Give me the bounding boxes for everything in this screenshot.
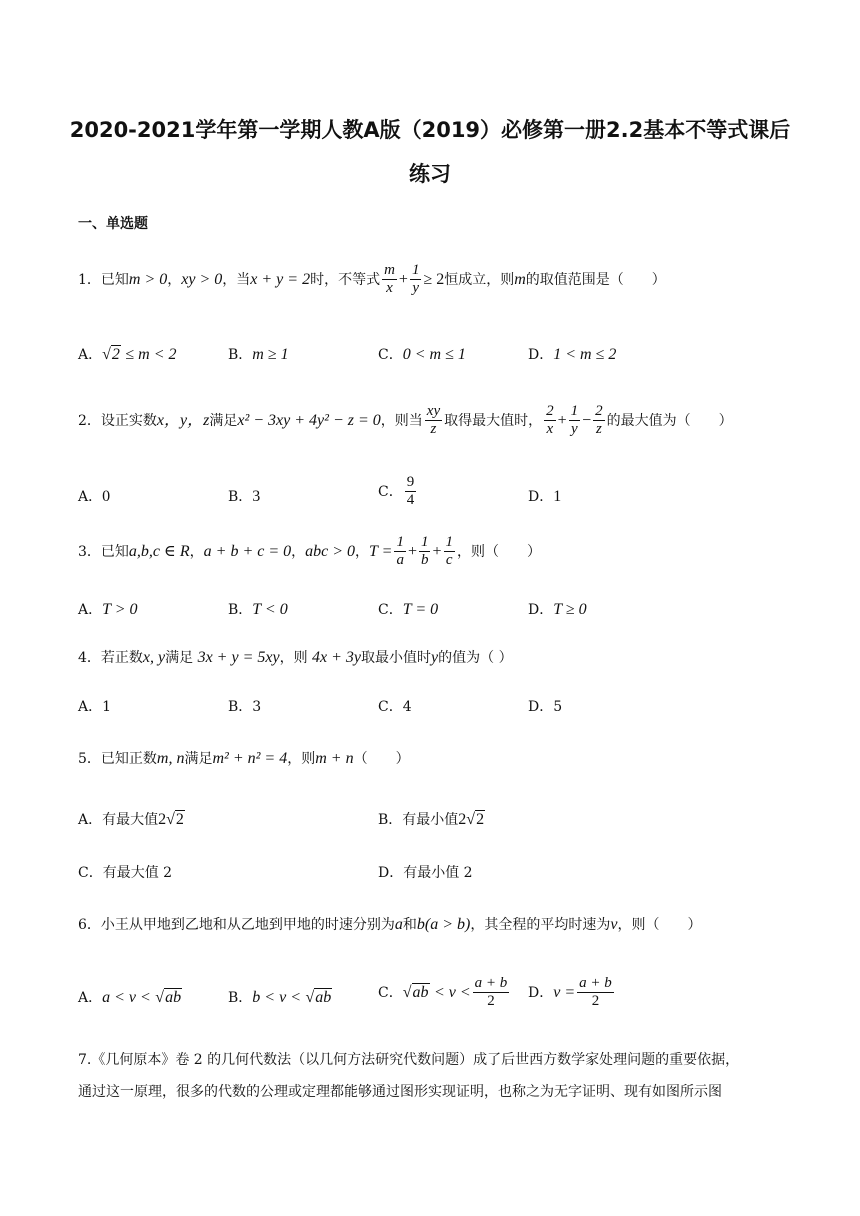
q3-option-c: C．T = 0 xyxy=(378,601,439,618)
section-heading: 一、单选题 xyxy=(78,216,148,232)
q6-option-c: C．√ab < v < $\frac{a + b}{2}$ xyxy=(378,975,508,1010)
question-1: 1．已知m > 0，xy > 0，当x + y = 2时，不等式 $\frac{m}{x}$ + $\frac{1}{y}$ ≥ 2恒成立，则m的取值范围是（ ） xyxy=(78,262,666,297)
q3-option-a: A．T > 0 xyxy=(78,601,138,618)
question-7 xyxy=(78,1044,778,1108)
question-6: 6．小王从甲地到乙地和从乙地到甲地的时速分别为a和b(a > b)，其全程的平均时速为v，则（ ） xyxy=(78,916,702,933)
q5-option-b: B．有最小值2√2 xyxy=(378,811,485,828)
q6-option-d: D．v = $\frac{a + b}{2}$ xyxy=(528,975,612,1010)
q6-option-b: B．b < v < √ab xyxy=(228,989,332,1006)
q2-option-d: D．1 xyxy=(528,488,562,505)
question-5: 5．已知正数m, n满足m² + n² = 4，则m + n（ ） xyxy=(78,750,410,767)
q1-option-c: C．0 < m ≤ 1 xyxy=(378,346,466,363)
q6-option-a: A．a < v < √ab xyxy=(78,989,182,1006)
q4-option-c: C．4 xyxy=(378,699,412,715)
question-4: 4．若正数x, y满足 3x + y = 5xy，则 4x + 3y取最小值时y的值为（ ） xyxy=(78,649,513,666)
q7-line-1: 7.《几何原本》卷 2 的几何代数法（以几何方法研究代数问题）成了后世西方数学家处理问题的重要依据， xyxy=(78,1052,740,1068)
q7-line-2: 通过这一原理，很多的代数的公理或定理都能够通过图形实现证明，也称之为无字证明、现有如图所示图 xyxy=(78,1084,722,1100)
q4-option-a: A．1 xyxy=(78,699,112,715)
q3-option-b: B．T < 0 xyxy=(228,601,288,618)
q4-option-d: D．5 xyxy=(528,699,563,715)
q2-option-c: C． $\frac{9}{4}$ xyxy=(378,474,415,509)
q5-option-a: A．有最大值2√2 xyxy=(78,811,184,828)
document-title-line1: 2020-2021学年第一学期人教A版（2019）必修第一册2.2基本不等式课后 xyxy=(69,118,791,142)
q3-option-d: D．T ≥ 0 xyxy=(528,601,587,618)
q2-option-b: B．3 xyxy=(228,488,261,505)
q4-option-b: B．3 xyxy=(228,699,262,715)
document-title-line2: 练习 xyxy=(409,162,451,186)
q2-option-a: A．0 xyxy=(78,488,111,505)
q1-option-d: D．1 < m ≤ 2 xyxy=(528,346,617,363)
question-2: 2．设正实数x，y，z满足x² − 3xy + 4y² − z = 0，则当 $\frac{xy}{z}$ 取得最大值时， $\frac{2}{x}$ + $\frac{1}{y}$ − $\frac{2}{z}$ 的最大值为（ ） xyxy=(78,403,733,438)
question-3: 3．已知a,b,c ∈ R，a + b + c = 0，abc > 0，T = $\frac{1}{a}$ + $\frac{1}{b}$ + $\frac{1}{c}$ ，则（ ） xyxy=(78,534,542,569)
q1-option-a: A．√2 ≤ m < 2 xyxy=(78,346,177,363)
q1-option-b: B．m ≥ 1 xyxy=(228,346,289,363)
q5-option-d: D．有最小值 2 xyxy=(378,865,473,881)
q5-option-c: C．有最大值 2 xyxy=(78,865,173,881)
